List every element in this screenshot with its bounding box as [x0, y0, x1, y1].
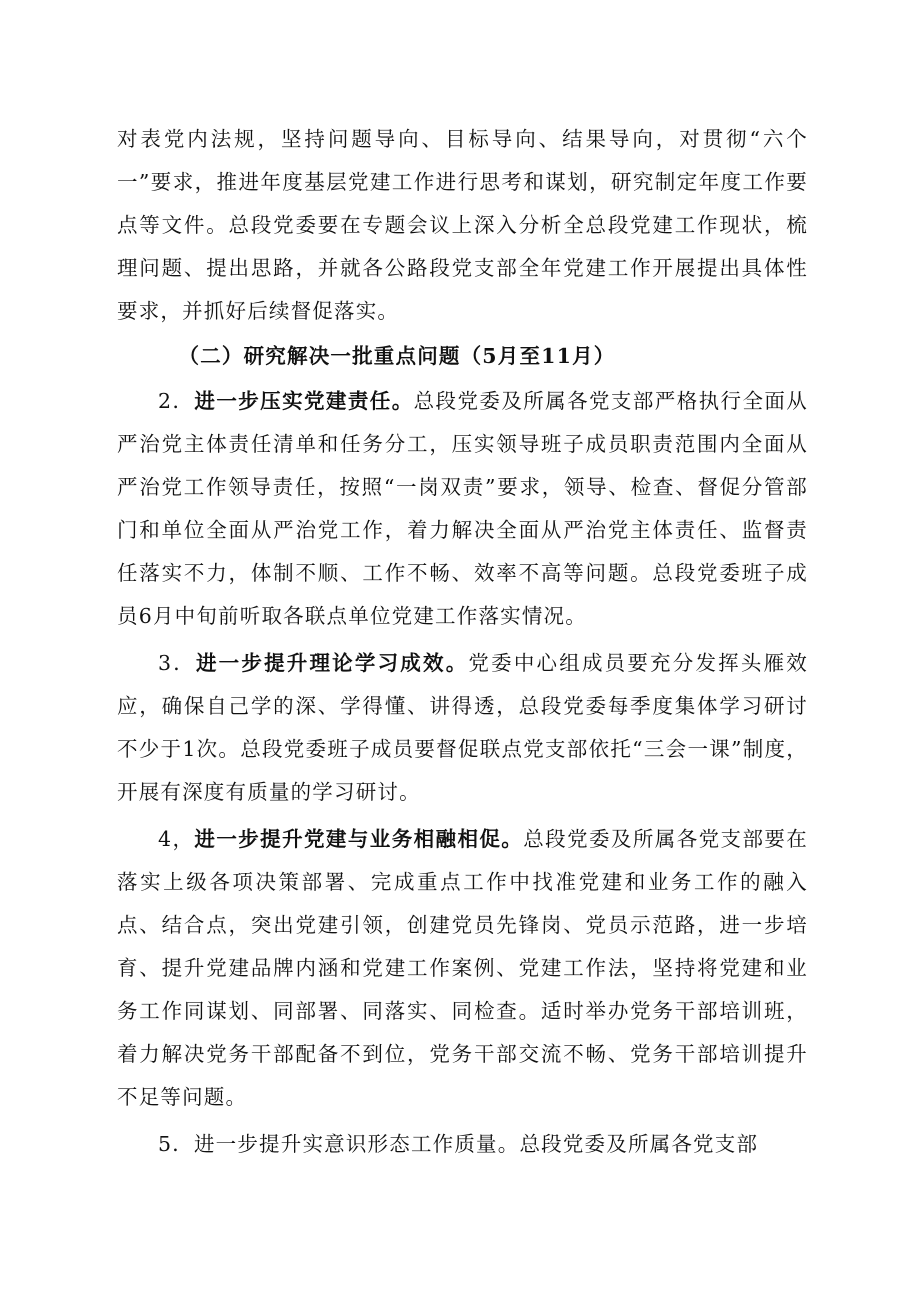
item-4-number: 4，	[158, 827, 195, 851]
item-2-body: 总段党委及所属各党支部严格执行全面从严治党主体责任清单和任务分工，压实领导班子成员职责范围内全面从严治党工作领导责任，按照“一岗双责”要求，领导、检查、督促分管部门和单位全面从严治党工作，着力解决全面从严治党主体责任、监督责任落实不力，体制不顺、工作不畅、效率不高等问题。总段党委班子成员6月中旬前听取各联点单位党建工作落实情况。	[117, 389, 808, 628]
item-5-number: 5．	[158, 1132, 194, 1156]
item-5-body: 总段党委及所属各党支部	[519, 1132, 759, 1156]
item-5-paragraph	[117, 1123, 808, 1166]
intro-paragraph: 对表党内法规，坚持问题导向、目标导向、结果导向，对贯彻“六个一”要求，推进年度基层党建工作进行思考和谋划，研究制定年度工作要点等文件。总段党委要在专题会议上深入分析全总段党建工作现状，梳理问题、提出思路，并就各公路段党支部全年党建工作开展提出具体性要求，并抓好后续督促落实。	[117, 127, 808, 323]
item-4-paragraph	[117, 818, 808, 1119]
item-2-lead: 进一步压实党建责任。	[194, 389, 414, 413]
item-3-body: 党委中心组成员要充分发挥头雁效应，确保自己学的深、学得懂、讲得透，总段党委每季度集体学习研讨不少于1次。总段党委班子成员要督促联点党支部依托“三会一课”制度，开展有深度有质量的学习研讨。	[117, 651, 808, 804]
item-4-lead: 进一步提升党建与业务相融相促。	[194, 827, 524, 851]
item-3-paragraph	[117, 642, 808, 814]
item-4-body: 总段党委及所属各党支部要在落实上级各项决策部署、完成重点工作中找准党建和业务工作的融入点、结合点，突出党建引领，创建党员先锋岗、党员示范路，进一步培育、提升党建品牌内涵和党建工作案例、党建工作法，坚持将党建和业务工作同谋划、同部署、同落实、同检查。适时举办党务干部培训班，着力解决党务干部配备不到位，党务干部交流不畅、党务干部培训提升不足等问题。	[117, 827, 808, 1109]
item-2-paragraph	[117, 380, 808, 638]
item-5-lead: 进一步提升实意识形态工作质量。	[193, 1132, 520, 1156]
item-3-number: 3．	[158, 651, 196, 675]
section-heading: （二）研究解决一批重点问题（5月至11月）	[178, 344, 616, 368]
item-2-number: 2．	[158, 389, 195, 413]
item-3-lead: 进一步提升理论学习成效。	[195, 651, 469, 675]
